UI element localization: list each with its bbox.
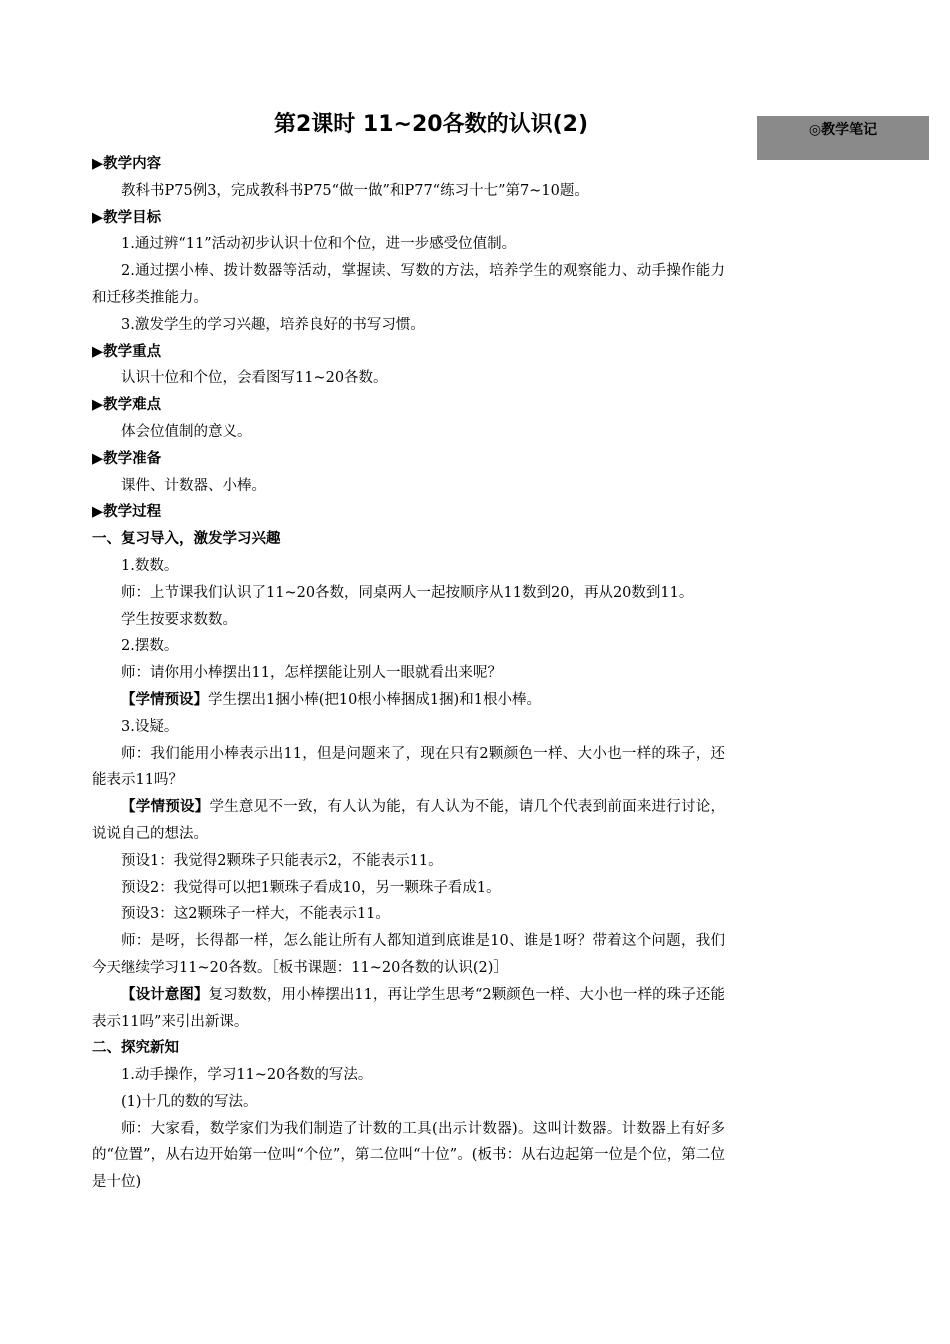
paragraph-text: 复习数数，用小棒摆出11，再让学生思考“2颗颜色一样、大小也一样的珠子还能表示11吗”来引出新课。 [92, 986, 725, 1030]
section-heading-explore: 二、探究新知 [92, 1040, 179, 1057]
paragraph: 1.通过辨“11”活动初步认识十位和个位，进一步感受位值制。 [121, 236, 517, 253]
paragraph: 师：是呀，长得都一样，怎么能让所有人都知道到底谁是10、谁是1呀？带着这个问题，我们今天继续学习11~20各数。［板书课题：11~20各数的认识(2)］ [92, 933, 725, 976]
paragraph: 1.动手操作，学习11~20各数的写法。 [121, 1067, 373, 1084]
paragraph [92, 982, 725, 1036]
heading-teaching-content: ▶教学内容 [92, 156, 162, 172]
paragraph: 预设1：我觉得2颗珠子只能表示2，不能表示11。 [121, 852, 443, 869]
paragraph: 2.摆数。 [121, 638, 179, 655]
heading-preparation: ▶教学准备 [92, 450, 162, 467]
paragraph-text: 学生意见不一致，有人认为能，有人认为不能，请几个代表到前面来进行讨论，说说自己的想法。 [92, 799, 726, 842]
heading-key-points: ▶教学重点 [92, 343, 162, 360]
heading-teaching-goals: ▶教学目标 [92, 209, 162, 226]
paragraph: 认识十位和个位，会看图写11~20各数。 [121, 370, 388, 387]
paragraph: 课件、计数器、小棒。 [121, 477, 266, 494]
section-heading-review: 一、复习导入，激发学习兴趣 [92, 531, 281, 548]
paragraph: 1.数数。 [121, 557, 179, 574]
lesson-content [92, 151, 725, 1196]
paragraph: 师：上节课我们认识了11~20各数，同桌两人一起按顺序从11数到20，再从20数到11。 [121, 584, 694, 601]
paragraph: 师：大家看，数学家们为我们制造了计数的工具(出示计数器)。这叫计数器。计数器上有好多的“位置”，从右边开始第一位叫“个位”，第二位叫“十位”。(板书：从右边起第一位是个位，第二位是十位) [92, 1120, 725, 1191]
paragraph: 教科书P75例3，完成教科书P75“做一做”和P77“练习十七”第7~10题。 [121, 182, 589, 199]
label-student-preset: 【学情预设】 [121, 799, 210, 816]
label-design-intent: 【设计意图】 [121, 986, 209, 1003]
paragraph-text: 学生摆出1捆小棒(把10根小棒捆成1捆)和1根小棒。 [208, 691, 541, 708]
paragraph [92, 687, 725, 714]
paragraph: 师：我们能用小棒表示出11，但是问题来了，现在只有2颗颜色一样、大小也一样的珠子，还能表示11吗？ [92, 745, 725, 789]
teaching-notes-label: ◎教学笔记 [757, 116, 929, 160]
paragraph: 师：请你用小棒摆出11，怎样摆能让别人一眼就看出来呢？ [121, 665, 502, 682]
paragraph [92, 794, 725, 848]
paragraph: 体会位值制的意义。 [121, 423, 252, 440]
paragraph: (1)十几的数的写法。 [121, 1093, 258, 1110]
paragraph: 3.设疑。 [121, 718, 179, 735]
page-title: 第2课时 11~20各数的认识(2) [273, 112, 589, 137]
heading-teaching-process: ▶教学过程 [92, 504, 162, 521]
paragraph: 2.通过摆小棒、拨计数器等活动，掌握读、写数的方法，培养学生的观察能力、动手操作能力和迁移类推能力。 [92, 263, 725, 306]
label-student-preset: 【学情预设】 [121, 691, 208, 708]
heading-difficulties: ▶教学难点 [92, 397, 162, 414]
paragraph: 3.激发学生的学习兴趣，培养良好的书写习惯。 [121, 316, 425, 333]
paragraph: 学生按要求数数。 [121, 611, 237, 628]
paragraph: 预设2：我觉得可以把1颗珠子看成10，另一颗珠子看成1。 [121, 879, 501, 896]
paragraph: 预设3：这2颗珠子一样大，不能表示11。 [121, 906, 390, 923]
